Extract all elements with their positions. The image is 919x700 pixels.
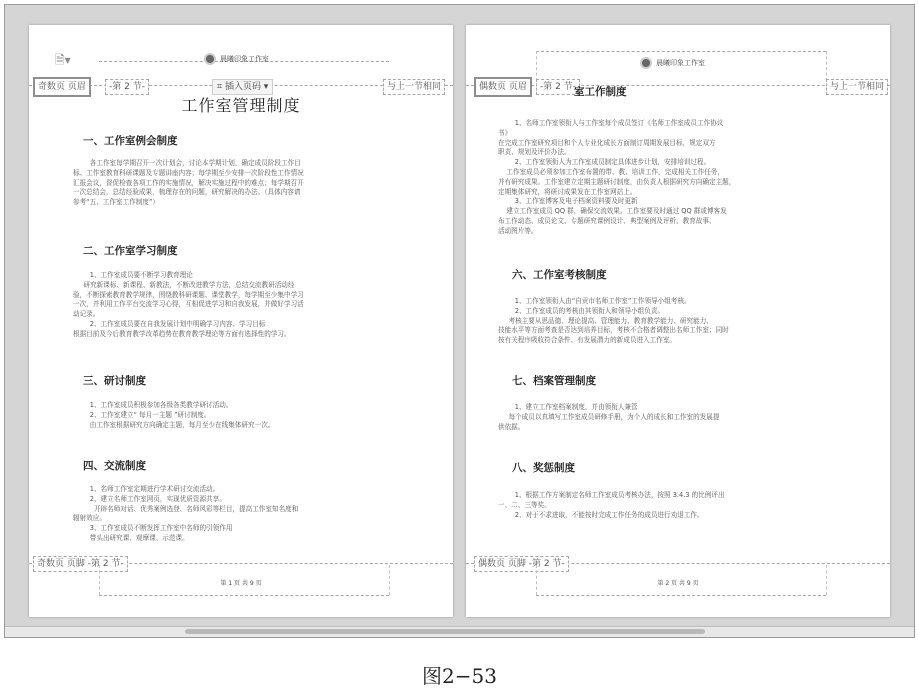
header-top-guide	[536, 51, 826, 52]
horizontal-scrollbar[interactable]	[5, 626, 914, 637]
header-section-label: -第 2 节-	[105, 79, 149, 95]
page-even	[466, 25, 890, 617]
even-footer-label: 偶数页 页脚 -第 2 节-	[474, 556, 569, 572]
section-heading: 八、奖惩制度	[512, 462, 575, 474]
figure-caption: 图2−53	[422, 664, 497, 688]
header-right-guide	[826, 51, 827, 81]
document-title: 工作室管理制度	[181, 96, 301, 115]
link-to-previous-label: 与上一节相同	[383, 79, 445, 95]
section-heading: 三、研讨制度	[83, 375, 146, 387]
section-heading: 六、工作室考核制度	[512, 269, 607, 281]
header-options-icon[interactable]: 🗎▾	[55, 53, 71, 67]
document-viewport[interactable]	[4, 4, 915, 638]
logo-text: 晨曦印象工作室	[220, 55, 269, 63]
insert-page-number-label: 插入页码 ▾	[224, 82, 269, 92]
section-heading: 七、档案管理制度	[512, 375, 596, 387]
continued-heading: 室工作制度	[574, 86, 627, 98]
footer-bottom-guide	[536, 595, 826, 596]
page-odd	[29, 25, 453, 617]
link-to-previous-label: 与上一节相同	[826, 79, 888, 95]
section-body: 1、工作室领衔人由“自贡市名师工作室”工作领导小组考核。 2、工作室成员的考核由其领衔人和领导小组负责。 考核主要从思品德、理论提高、管理能力、教育教学能力、研究能力、 技能水平等方面考查是否达到培养目标，考核不合格者调整出名师工作室；同时 按有关程序吸收符合条件、有发展潜力的新成员进入工作室。	[498, 297, 729, 345]
section-heading: 二、工作室学习制度	[83, 245, 178, 257]
section-body: 1、建立工作室档案制度，并由领衔人兼管 每个成员以真填写工作室成员研修手册，为个人的成长和工作室的发展提 供依据。	[498, 403, 720, 431]
odd-footer-label: 奇数页 页脚 -第 2 节-	[33, 556, 128, 572]
footer-bottom-guide	[99, 595, 389, 596]
section-body: 各工作室每学期召开一次计划会，讨论本学期计划，确定成员阶段工作目 标、工作室教育科研课题及专题讲座内容；每学期至少安排一次阶段性工作情况 汇报会议，督促检查各项工作的实施情况，解决实施过程中的难点；每学期召开 一次总结会，总结经验成果，梳理存在的问题，研究解决的办法。（具体内容请 参考“五、工作室工作制度”）	[73, 159, 304, 207]
header-logo	[640, 57, 705, 69]
section-body: 1、名师工作室定期进行学术研讨交流活动。 2、建立名师工作室网页，实现优质资源共享。 开辟名师对话、优秀案例选登、名师风彩等栏目，提高工作室知名度和 辐射效应。 3、工作室成员不断发挥工作室中名师的引领作用 带头出研究课、观摩课、示范课。	[73, 485, 299, 542]
even-header-label: 偶数页 页眉	[474, 77, 532, 97]
page-number: 第 1 页 共 9 页	[220, 580, 262, 587]
section-body: 1、工作室成员要不断学习教育理论 研究新课标、新课程、新教法，不断改进教学方法，总结交流教研活动经 验，不断探索教育教学规律，围绕教科研课题、课堂教学，每学期至少集中学习 一次，并利用工作平台交流学习心得，互相促进学习和自我发展，并做好学习活 动记录。 2、工作室成员要在自我发展计划中明确学习内容、学习目标 根据目前及今后教育教学改革趋势在教育教学理论等方面有选择性的学习。	[73, 271, 304, 338]
header-logo	[204, 53, 269, 65]
scrollbar-thumb[interactable]	[185, 629, 705, 634]
section-body: 1、工作室成员积极参加各级各类教学研讨活动。 2、工作室建立“ 每月一主题 ”研讨制度。 由工作室根据研究方向确定主题，每月至少在线集体研究一次。	[89, 401, 275, 429]
section-body: 1、根据工作方案制定名师工作室成员考核办法，按照 3.4.3 的比例评出 一、二、三等奖。 2、对于不求进取，不能按时完成工作任务的成员进行劝退工作。	[498, 491, 725, 519]
logo-text: 晨曦印象工作室	[656, 59, 705, 67]
odd-header-label: 奇数页 页眉	[33, 77, 91, 97]
section-heading: 四、交流制度	[83, 460, 146, 472]
logo-icon	[204, 53, 216, 65]
section-heading: 一、工作室例会制度	[83, 135, 178, 147]
header-left-guide	[536, 51, 537, 81]
page-number-icon: ⌗	[217, 82, 225, 92]
page-number: 第 2 页 共 9 页	[657, 580, 699, 587]
logo-icon	[640, 57, 652, 69]
section-body: 1、名师工作室领衔人与工作室每个成员签订《名师工作室成员工作协议 书》 在完成工作室研究项目和个人专业化成长方面制订周期发展目标，规定双方 职责、规划及评价办法。 2、工作室领衔人为工作室成员制定具体进步计划，安排培训过程。 工作室成员必须参加工作室布置的带、教、培训工作，完成相关工作任务， 并有研究成果。工作室建立定期主题研讨制度，由负责人根据研究方向确定主题， 定期集体研究，将研讨成果发在工作室网站上。 3、工作室博客及电子档案资料要及时更新 建立工作室成员 QQ 群，确保交流效果。工作室要及时通过 QQ 群或博客发 布工作动态、成员论文、专题研究课例设计、典型案例及评析、教育故事、 活动图片等。	[498, 119, 736, 235]
header-section-label: -第 2 节-	[536, 79, 580, 95]
